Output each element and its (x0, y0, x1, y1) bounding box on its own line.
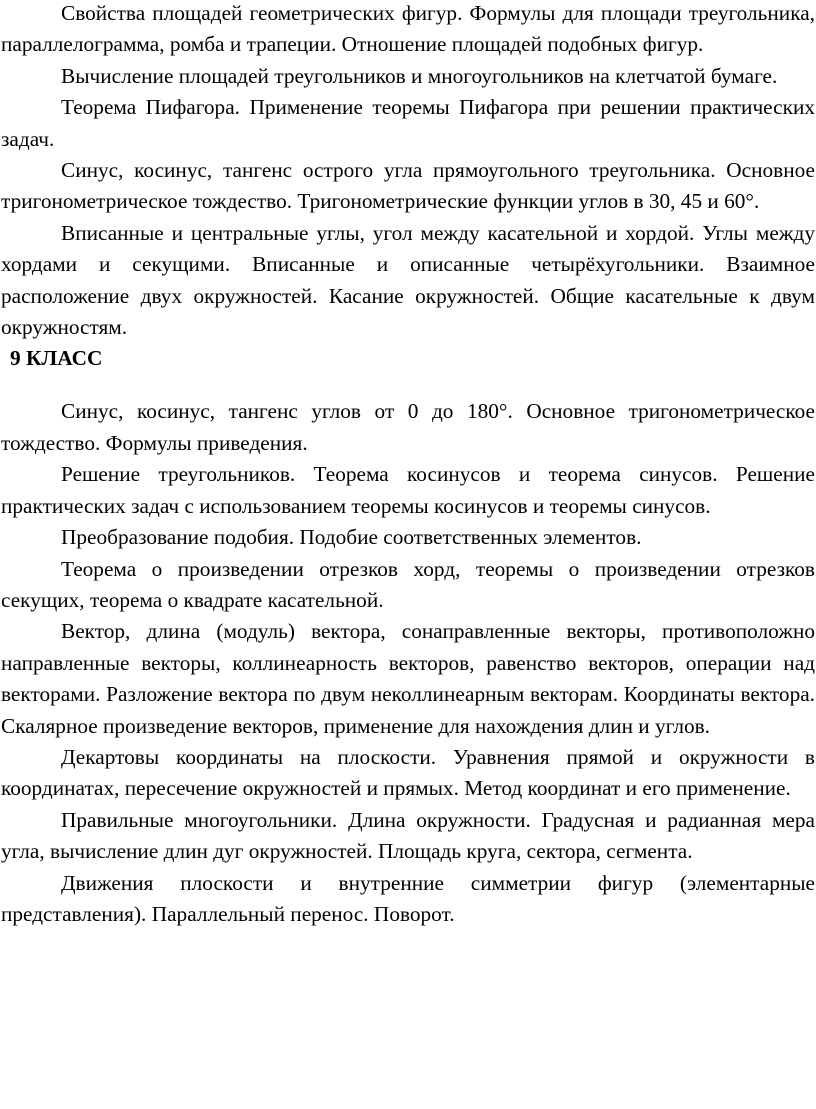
paragraph-grid-paper-areas: Вычисление площадей треугольников и многоугольников на клетчатой бумаге. (61, 63, 778, 88)
paragraph-solving-triangles: Решение треугольников. Теорема косинусов и теорема синусов. Решение практических задач с использованием теоремы косинусов и теоремы синусов. (1, 462, 815, 518)
paragraph-vectors: Вектор, длина (модуль) вектора, сонаправленные векторы, противоположно направленные векторы, коллинеарность векторов, равенство векторов, операции над векторами. Разложение вектора по двум неколлинеарным векторам. Координаты вектора. Скалярное произведение векторов, применение для нахождения длин и углов. (1, 619, 815, 738)
paragraph-chord-segments: Теорема о произведении отрезков хорд, теоремы о произведении отрезков секущих, теорема о квадрате касательной. (1, 556, 815, 612)
section-heading-grade-9: 9 КЛАСС (10, 346, 103, 371)
paragraph-cartesian-coordinates: Декартовы координаты на плоскости. Уравнения прямой и окружности в координатах, пересечение окружностей и прямых. Метод координат и его применение. (1, 744, 815, 801)
paragraph-regular-polygons: Правильные многоугольники. Длина окружности. Градусная и радианная мера угла, вычисление длин дуг окружностей. Площадь круга, сектора, сегмента. (1, 807, 815, 864)
paragraph-pythagoras: Теорема Пифагора. Применение теоремы Пифагора при решении практических задач. (1, 95, 815, 151)
paragraph-trig-0-180: Синус, косинус, тангенс углов от 0 до 180°. Основное тригонометрическое тождество. Формулы приведения. (1, 399, 815, 455)
paragraph-area-properties: Свойства площадей геометрических фигур. Формулы для площади треугольника, параллелограмма, ромба и трапеции. Отношение площадей подобных фигур. (1, 1, 815, 57)
paragraph-trig-acute-angle: Синус, косинус, тангенс острого угла прямоугольного треугольника. Основное тригонометрическое тождество. Тригонометрические функции углов в 30, 45 и 60°. (1, 158, 815, 214)
paragraph-inscribed-angles: Вписанные и центральные углы, угол между касательной и хордой. Углы между хордами и секущими. Вписанные и описанные четырёхугольники. Взаимное расположение двух окружностей. Касание окружностей. Общие касательные к двум окружностям. (1, 220, 815, 340)
paragraph-similarity-transform: Преобразование подобия. Подобие соответственных элементов. (61, 525, 642, 550)
paragraph-plane-motions: Движения плоскости и внутренние симметрии фигур (элементарные представления). Параллельный перенос. Поворот. (1, 870, 815, 926)
